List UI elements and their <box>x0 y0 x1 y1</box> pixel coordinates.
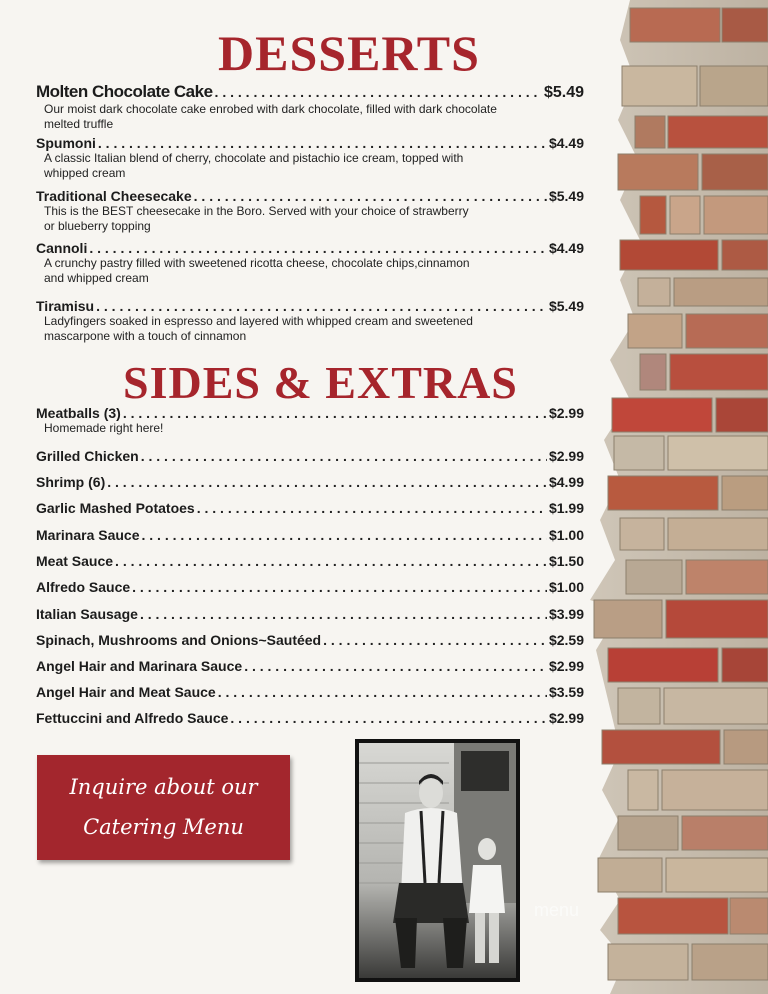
menu-item-spinach-mushrooms-onions <box>36 632 584 648</box>
leader-dots <box>89 240 547 256</box>
leader-dots <box>218 684 547 700</box>
item-description: Homemade right here! <box>44 421 164 435</box>
menu-item-molten-chocolate-cake <box>36 82 584 132</box>
item-description <box>44 256 514 286</box>
item-price: $2.59 <box>548 632 584 648</box>
menu-item-cannoli <box>36 240 584 286</box>
leader-dots <box>140 606 547 622</box>
item-name: Angel Hair and Meat Sauce <box>36 684 216 700</box>
desc-line: melted truffle <box>44 117 114 131</box>
item-name: Fettuccini and Alfredo Sauce <box>36 710 229 726</box>
menu-item-traditional-cheesecake <box>36 188 584 234</box>
menu-item-angel-hair-marinara <box>36 658 584 674</box>
item-price: $1.00 <box>548 579 584 595</box>
catering-line-2: Catering Menu <box>83 815 244 839</box>
menu-item-shrimp <box>36 474 584 490</box>
desc-line: This is the BEST cheesecake in the Boro. Served with your choice of strawberry <box>44 204 469 218</box>
item-name: Italian Sausage <box>36 606 138 622</box>
item-price: $2.99 <box>548 405 584 421</box>
item-name: Shrimp (6) <box>36 474 106 490</box>
item-name: Spinach, Mushrooms and Onions~Sautéed <box>36 632 322 648</box>
item-price: $2.99 <box>548 448 584 464</box>
desc-line: A classic Italian blend of cherry, chocolate and pistachio ice cream, topped with <box>44 151 464 165</box>
item-price: $5.49 <box>548 298 584 314</box>
item-description <box>44 151 514 181</box>
leader-dots <box>215 84 542 100</box>
menu-item-meat-sauce <box>36 553 584 569</box>
vintage-family-photo <box>355 739 520 982</box>
item-price: $4.49 <box>548 135 584 151</box>
item-description <box>44 314 514 344</box>
item-price: $1.99 <box>548 500 584 516</box>
item-price: $3.59 <box>548 684 584 700</box>
desc-line: A crunchy pastry filled with sweetened ricotta cheese, chocolate chips,cinnamon <box>44 256 470 270</box>
catering-line-1: Inquire about our <box>69 775 258 799</box>
leader-dots <box>194 188 547 204</box>
menu-item-alfredo-sauce <box>36 579 584 595</box>
leader-dots <box>123 405 547 421</box>
brick-wall-image <box>590 0 768 994</box>
menu-item-marinara-sauce <box>36 527 584 543</box>
desc-line: mascarpone with a touch of cinnamon <box>44 329 247 343</box>
item-price: $1.00 <box>548 527 584 543</box>
menu-item-garlic-mashed-potatoes <box>36 500 584 516</box>
leader-dots <box>142 527 547 543</box>
item-name: Garlic Mashed Potatoes <box>36 500 195 516</box>
sides-heading: SIDES & EXTRAS <box>123 357 518 408</box>
item-name: Grilled Chicken <box>36 448 139 464</box>
menu-item-grilled-chicken <box>36 448 584 464</box>
item-name: Molten Chocolate Cake <box>36 82 213 101</box>
item-price: $3.99 <box>548 606 584 622</box>
menu-item-italian-sausage <box>36 606 584 622</box>
menu-item-spumoni <box>36 135 584 181</box>
item-price: $4.99 <box>548 474 584 490</box>
leader-dots <box>132 579 547 595</box>
item-name: Traditional Cheesecake <box>36 188 192 204</box>
item-name: Meatballs (3) <box>36 405 121 421</box>
leader-dots <box>96 298 547 314</box>
item-price: $4.49 <box>548 240 584 256</box>
leader-dots <box>98 135 547 151</box>
item-price: $2.99 <box>548 658 584 674</box>
item-name: Meat Sauce <box>36 553 114 569</box>
menu-item-meatballs <box>36 405 584 436</box>
desc-line: and whipped cream <box>44 271 149 285</box>
item-price: $5.49 <box>548 188 584 204</box>
desc-line: whipped cream <box>44 166 126 180</box>
menu-item-angel-hair-meat-sauce <box>36 684 584 700</box>
leader-dots <box>115 553 547 569</box>
item-name: Angel Hair and Marinara Sauce <box>36 658 243 674</box>
catering-banner <box>37 755 290 860</box>
leader-dots <box>107 474 547 490</box>
leader-dots <box>141 448 547 464</box>
item-name: Tiramisu <box>36 298 95 314</box>
menu-item-tiramisu <box>36 298 584 344</box>
item-name: Spumoni <box>36 135 96 151</box>
item-price: $5.49 <box>543 84 584 101</box>
item-name: Marinara Sauce <box>36 527 140 543</box>
leader-dots <box>197 500 547 516</box>
item-description <box>44 204 514 234</box>
leader-dots <box>230 710 547 726</box>
desc-line: Our moist dark chocolate cake enrobed with dark chocolate, filled with dark chocolate <box>44 102 497 116</box>
leader-dots <box>244 658 547 674</box>
item-description <box>44 102 514 132</box>
item-name: Cannoli <box>36 240 88 256</box>
item-price: $1.50 <box>548 553 584 569</box>
menu-item-fettuccini-alfredo <box>36 710 584 726</box>
desc-line: or blueberry topping <box>44 219 151 233</box>
desc-line: Ladyfingers soaked in espresso and layered with whipped cream and sweetened <box>44 314 473 328</box>
item-name: Alfredo Sauce <box>36 579 131 595</box>
desserts-heading: DESSERTS <box>218 25 480 81</box>
item-price: $2.99 <box>548 710 584 726</box>
leader-dots <box>323 632 547 648</box>
watermark-text: menu <box>534 900 580 920</box>
